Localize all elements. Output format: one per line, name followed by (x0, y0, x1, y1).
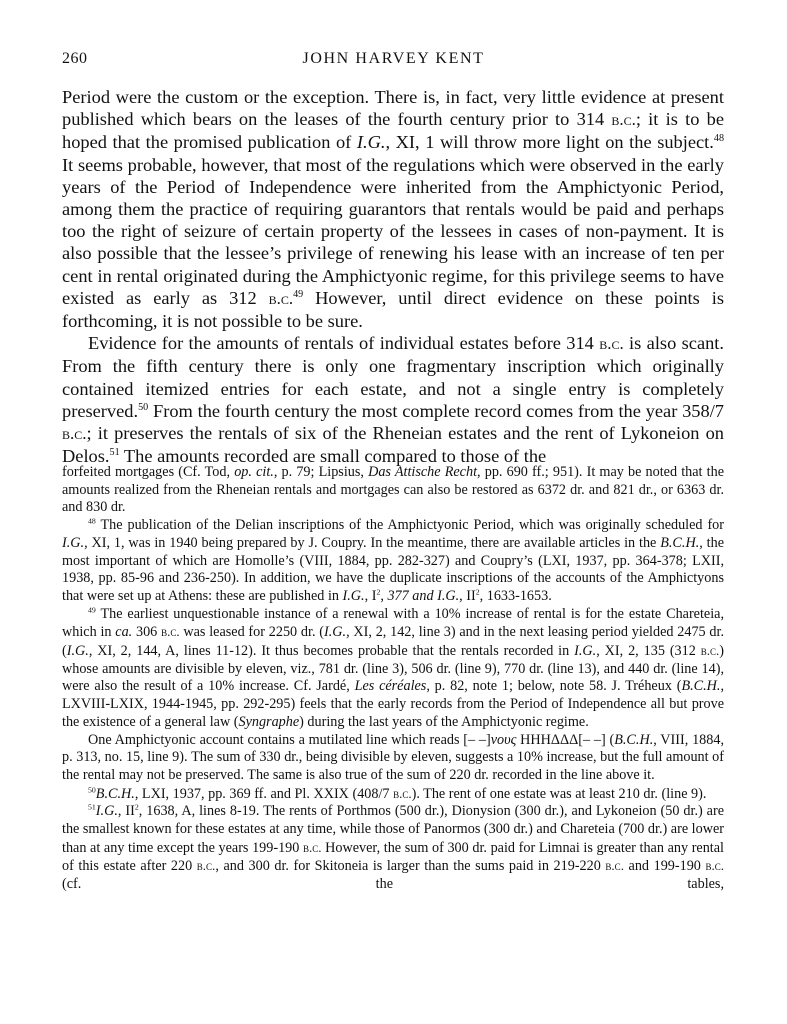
paragraph-1: Period were the custom or the exception. There is, in fact, very little evidence at present published which bears on the leases of the fourth century prior to 314 b.c.; it is to be hoped that the promised publication of I.G., XI, 1 will throw more light on the subject.$^{48}$ It seems probable, however, that most of the regulations which were observed in the early years of the Period of Independence were inherited from the Amphictyonic Period, among them the practice of requiring guarantors that rentals would be paid and perhaps too the right of seizure of certain property of the lessees in cases of non-payment. It is also possible that the lessee’s privilege of renewing his lease with an increase of ten per cent in rental originated during the Amphictyonic regime, for this privilege seems to have existed as early as 312 b.c.$^{49}$ However, until direct evidence on these points is forthcoming, it is not possible to be sure. (62, 87, 724, 332)
footnote-49-continued: One Amphictyonic account contains a mutilated line which reads [– –]νους ΗΗΗΔΔΔ[– –] (B.C.H., VIII, 1884, p. 313, no. 15, line 9). The sum of 330 dr., being divisible by eleven, suggests a 10% increase, but the full amount of the rental may not be preserved. The same is also true of the sum of 220 dr. recorded in the line above it. (62, 731, 724, 783)
page-number: 260 (62, 50, 88, 67)
footnote-ref-48: 48 (713, 133, 724, 145)
footnote-ref-50: 50 (138, 401, 149, 413)
paragraph-2: Evidence for the amounts of rentals of individual estates before 314 b.c. is also scant. From the fifth century there is only one fragmentary inscription which originally contained itemized entries for each estate, and not a single entry is completely preserved.$^{50}$ From the fourth century the most complete record comes from the year 358/7 b.c.; it preserves the rentals of six of the Rheneian estates and the rent of Lykoneion on Delos.$^{51}$ The amounts recorded are small compared to those of the (62, 333, 725, 467)
footnote-ref-49: 49 (293, 288, 304, 300)
running-head: JOHN HARVEY KENT (302, 50, 485, 67)
footnote-ref-51: 51 (109, 447, 120, 459)
page-header (62, 50, 725, 74)
footnote-51: $^{51}$I.G., $II^2$, 1638, A, lines 8-19. The rents of Porthmos (500 dr.), Dionysion (300 dr.), and Lykoneion (50 dr.) are the smallest known for these estates at any time, while those of Panormos (300 dr.) and Chareteia (700 dr.) are lower than at any time except the years 199-190 b.c. However, the sum of 300 dr. paid for Limnai is greater than any rental of this estate after 220 b.c., and 300 dr. for Skitoneia is larger than the sums paid in 219-220 b.c. and 199-190 b.c. (cf. the tables, (62, 802, 725, 893)
footnote-48: $^{48}$ The publication of the Delian inscriptions of the Amphictyonic Period, which was originally scheduled for I.G., XI, 1, was in 1940 being prepared by J. Coupry. In the meantime, there are available articles in the B.C.H., the most important of which are Homolle’s (VIII, 1884, pp. 282-327) and Coupry’s (LXI, 1937, pp. 364-378; LXII, 1938, pp. 85-96 and 236-250). In addition, we have the duplicate inscriptions of the accounts of the Amphictyons that were set up at Athens: these are published in I.G., $I^2$, 377 and I.G., $II^2$, 1633-1653. (62, 516, 724, 604)
footnote-continuation: forfeited mortgages (Cf. Tod, op. cit., p. 79; Lipsius, Das Attische Recht, pp. 690 ff.; 951). It may be noted that the amounts realized from the Rheneian rentals and mortgages can also be restored as 6372 dr. and 821 dr., or 6363 dr. and 830 dr. (62, 464, 724, 516)
footnote-49: $^{49}$ The earliest unquestionable instance of a renewal with a 10% increase of rental is for the estate Chareteia, which in ca. 306 b.c. was leased for 2250 dr. (I.G., XI, 2, 142, line 3) and in the next leasing period yielded 2475 dr. (I.G., XI, 2, 144, A, lines 11-12). It thus becomes probable that the rentals recorded in I.G., XI, 2, 135 (312 b.c.) whose amounts are divisible by eleven, viz., 781 dr. (line 3), 506 dr. (line 9), 770 dr. (line 13), and 440 dr. (line 14), were also the result of a 10% increase. Cf. Jardé, Les céréales, p. 82, note 1; below, note 58. J. Tréheux (B.C.H., LXVIII-LXIX, 1944-1945, pp. 292-295) feels that the early records from the Period of Independence all but prove the existence of a general law (Syngraphe) during the last years of the Amphictyonic regime. (62, 605, 724, 730)
main-text (62, 86, 724, 467)
footnote-50: $^{50}$B.C.H., LXI, 1937, pp. 369 ff. and Pl. XXIX (408/7 b.c.). The rent of one estate was at least 210 dr. (line 9). (88, 785, 707, 802)
footnotes (62, 464, 724, 894)
